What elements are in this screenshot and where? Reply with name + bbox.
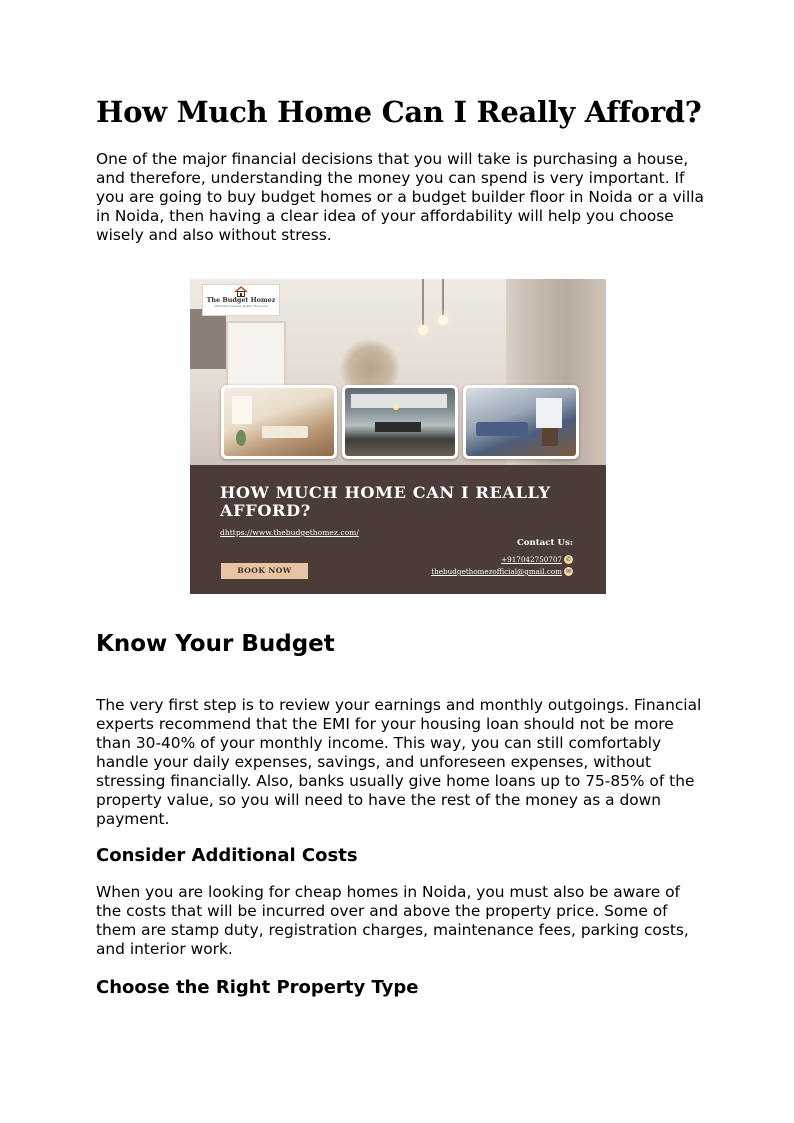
whatsapp-icon: ✆ bbox=[565, 556, 572, 563]
bedroom-photo bbox=[463, 385, 579, 459]
pendant-lamp bbox=[422, 279, 424, 327]
banner-website-link[interactable]: dhttps://www.thebudgethomez.com/ bbox=[220, 528, 359, 537]
contact-phone[interactable]: +917042750707 bbox=[501, 555, 562, 564]
section-heading-property-type: Choose the Right Property Type bbox=[96, 977, 419, 998]
banner-info-panel bbox=[190, 465, 606, 594]
article-banner-image bbox=[190, 279, 606, 594]
kitchen-photo bbox=[342, 385, 458, 459]
contact-label: Contact Us: bbox=[516, 538, 573, 548]
section-heading-additional-costs: Consider Additional Costs bbox=[96, 845, 358, 866]
section-heading-know-your-budget: Know Your Budget bbox=[96, 631, 335, 657]
pendant-lamp bbox=[442, 279, 444, 317]
section-paragraph-additional-costs: When you are looking for cheap homes in Noida, you must also be aware of the costs that will be incurred over and above the property price. Some of them are stamp duty, registration charges, maintenance fees, parking costs, and interior work. bbox=[96, 883, 689, 958]
living-room-photo bbox=[221, 385, 337, 459]
banner-heading: HOW MUCH HOME CAN I REALLY AFFORD? bbox=[220, 483, 551, 520]
intro-paragraph: One of the major financial decisions that you will take is purchasing a house, and therefore, understanding the money you can spend is very important. If you are going to buy budget homes or a budget builder floor in Noida or a villa in Noida, then having a clear idea of your affordability will help you choose wisely and also without stress. bbox=[96, 150, 704, 244]
contact-email[interactable]: thebudgethomezofficial@gmail.com bbox=[431, 567, 562, 576]
pendant-bulb bbox=[438, 315, 448, 325]
pendant-bulb bbox=[418, 325, 428, 335]
section-paragraph-know-your-budget: The very first step is to review your earnings and monthly outgoings. Financial experts recommend that the EMI for your housing loan should not be more than 30-40% of your monthly income. This way, you can still comfortably handle your daily expenses, savings, and unforeseen expenses, without stressing financially. Also, banks usually give home loans up to 75-85% of the property value, so you will need to have the rest of the money as a down payment. bbox=[96, 696, 702, 828]
email-icon: ✉ bbox=[565, 568, 572, 575]
logo-tagline: Affordable Homes, Better Tomorrow bbox=[214, 304, 268, 308]
logo-name: The Budget Homez bbox=[206, 296, 276, 304]
page-title: How Much Home Can I Really Afford? bbox=[96, 95, 702, 129]
brand-logo bbox=[202, 284, 280, 316]
book-now-button[interactable]: BOOK NOW bbox=[221, 563, 308, 579]
tv-wall bbox=[190, 309, 226, 369]
